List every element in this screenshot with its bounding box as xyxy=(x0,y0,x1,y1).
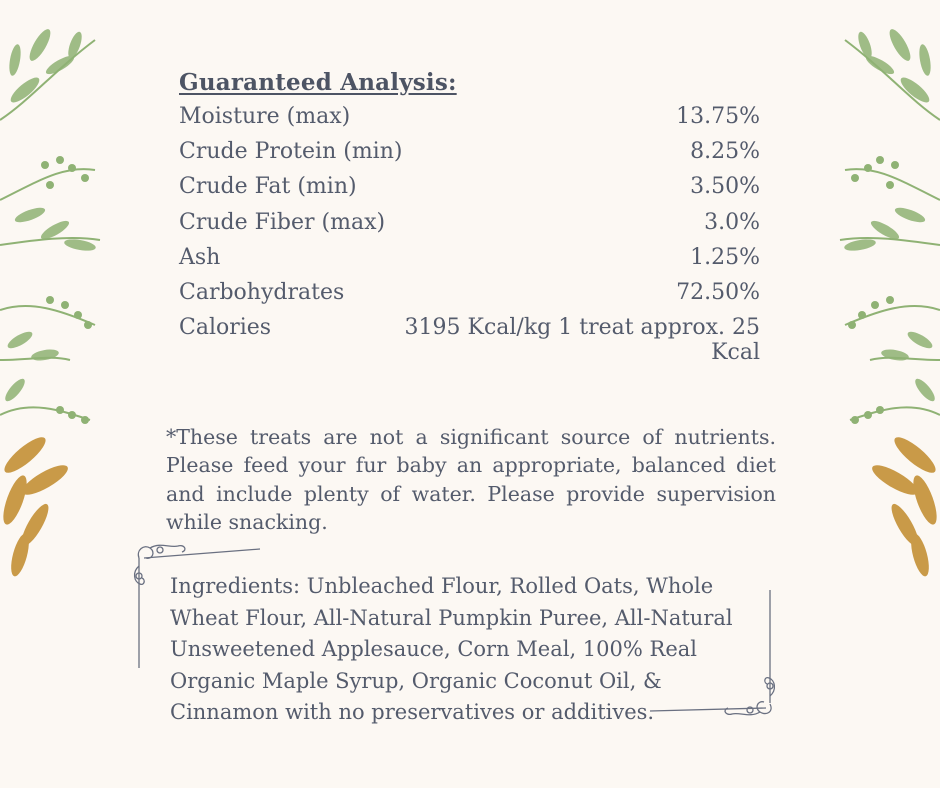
analysis-row-crude-fat xyxy=(179,174,760,209)
analysis-value: 3195 Kcal/kg 1 treat approx. 25 Kcal xyxy=(404,315,760,366)
analysis-row-ash xyxy=(179,245,760,280)
analysis-label: Calories xyxy=(179,315,272,341)
analysis-label: Crude Fat (min) xyxy=(179,174,357,200)
analysis-label: Carbohydrates xyxy=(179,279,345,305)
feeding-disclaimer: *These treats are not a significant source of nutrients. Please feed your fur baby an appropriate, balanced diet and include plenty of water. Please provide supervision while snacking. xyxy=(166,424,776,534)
analysis-label: Moisture (max) xyxy=(179,104,351,129)
analysis-row-crude-fiber xyxy=(179,210,760,245)
analysis-value: 8.25% xyxy=(690,139,760,165)
analysis-label: Crude Protein (min) xyxy=(179,139,403,165)
guaranteed-analysis xyxy=(179,66,760,366)
analysis-value: 1.25% xyxy=(690,244,760,270)
analysis-value: 13.75% xyxy=(676,104,760,129)
left-foliage-decoration xyxy=(0,0,120,788)
right-foliage-decoration xyxy=(820,0,940,788)
analysis-label: Ash xyxy=(179,244,221,270)
ingredients-list: Ingredients: Unbleached Flour, Rolled Oats, Whole Wheat Flour, All-Natural Pumpkin Puree, All-Natural Unsweetened Applesauce, Corn Meal, 100% Real Organic Maple Syrup, Organic Coconut Oil, & Cinnamon with no preservatives or additives. xyxy=(170,574,733,724)
analysis-value: 3.50% xyxy=(690,174,760,200)
analysis-row-moisture xyxy=(179,104,760,139)
analysis-value: 3.0% xyxy=(704,209,760,235)
analysis-label: Crude Fiber (max) xyxy=(179,209,386,235)
analysis-row-calories xyxy=(179,315,760,366)
analysis-row-carbohydrates xyxy=(179,280,760,315)
analysis-value: 72.50% xyxy=(676,279,760,305)
analysis-row-crude-protein xyxy=(179,139,760,174)
analysis-title: Guaranteed Analysis: xyxy=(179,69,457,96)
